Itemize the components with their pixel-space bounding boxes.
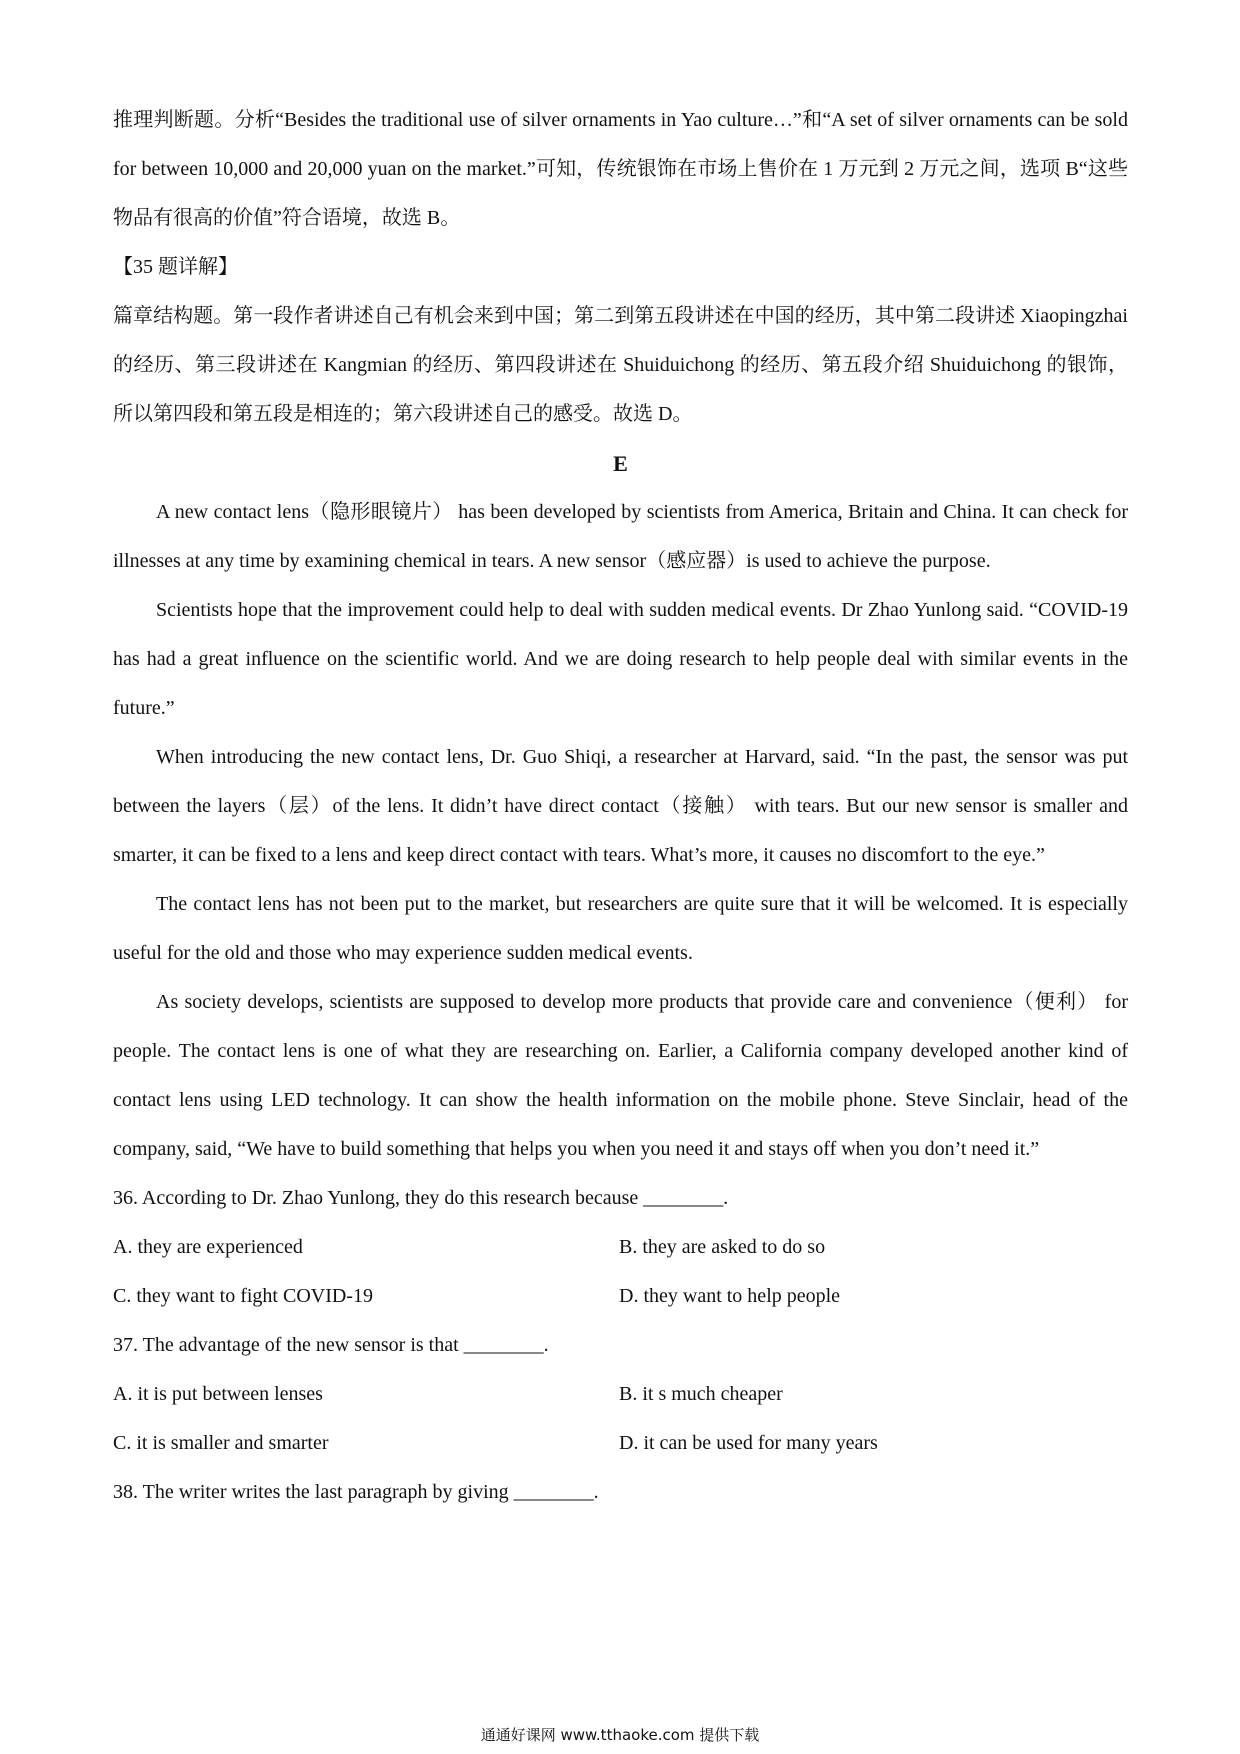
question-37-option-d: D. it can be used for many years bbox=[619, 1432, 878, 1454]
question-37-options-row-2 bbox=[113, 1419, 1128, 1468]
question-36-options-row-2 bbox=[113, 1272, 1128, 1321]
question-36-option-a: A. they are experienced bbox=[113, 1236, 303, 1258]
passage-paragraph-2: Scientists hope that the improvement could help to deal with sudden medical events. Dr Zhao Yunlong said. “COVID-19 has had a great influence on the scientific world. And we are doing research to help people deal with similar events in the future.” bbox=[113, 599, 1128, 719]
question-36-option-c: C. they want to fight COVID-19 bbox=[113, 1285, 373, 1307]
question-36-option-b: B. they are asked to do so bbox=[619, 1236, 826, 1258]
q35-title: 【35 题详解】 bbox=[113, 256, 238, 278]
question-38-stem: 38. The writer writes the last paragraph by giving ________. bbox=[113, 1481, 599, 1503]
question-37-option-c: C. it is smaller and smarter bbox=[113, 1432, 329, 1454]
passage-paragraph-5: As society develops, scientists are supposed to develop more products that provide care and convenience（便利） for people. The contact lens is one of what they are researching on. Earlier, a California company developed another kind of contact lens using LED technology. It can show the health information on the mobile phone. Steve Sinclair, head of the company, said, “We have to build something that helps you when you need it and stays off when you don’t need it.” bbox=[113, 991, 1128, 1160]
document-page bbox=[113, 96, 1128, 1517]
passage-paragraph-3: When introducing the new contact lens, Dr. Guo Shiqi, a researcher at Harvard, said. “In the past, the sensor was put between the layers（层）of the lens. It didn’t have direct contact（接触） with tears. But our new sensor is smaller and smarter, it can be fixed to a lens and keep direct contact with tears. What’s more, it causes no discomfort to the eye.” bbox=[113, 746, 1128, 866]
question-36-option-d: D. they want to help people bbox=[619, 1285, 841, 1307]
question-37-option-a: A. it is put between lenses bbox=[113, 1383, 323, 1405]
question-37-options-row-1 bbox=[113, 1370, 1128, 1419]
passage-paragraph-4: The contact lens has not been put to the market, but researchers are quite sure that it will be welcomed. It is especially useful for the old and those who may experience sudden medical events. bbox=[113, 893, 1128, 964]
q34-analysis: 推理判断题。分析“Besides the traditional use of silver ornaments in Yao culture…”和“A set of silver ornaments can be sold for between 10,000 and 20,000 yuan on the market.”可知，传统银饰在市场上售价在 1 万元到 2 万元之间，选项 B“这些物品有很高的价值”符合语境，故选 B。 bbox=[113, 109, 1128, 229]
question-37-option-b: B. it s much cheaper bbox=[619, 1383, 783, 1405]
q35-analysis: 篇章结构题。第一段作者讲述自己有机会来到中国；第二到第五段讲述在中国的经历，其中第二段讲述 Xiaopingzhai 的经历、第三段讲述在 Kangmian 的经历、第四段讲述在 Shuiduichong 的经历、第五段介绍 Shuiduichong 的银饰，所以第四段和第五段是相连的；第六段讲述自己的感受。故选 D。 bbox=[113, 305, 1128, 425]
question-36-options-row-1 bbox=[113, 1223, 1128, 1272]
question-37-stem: 37. The advantage of the new sensor is that ________. bbox=[113, 1334, 549, 1356]
passage-paragraph-1: A new contact lens（隐形眼镜片） has been developed by scientists from America, Britain and China. It can check for illnesses at any time by examining chemical in tears. A new sensor（感应器）is used to achieve the purpose. bbox=[113, 501, 1128, 572]
page-footer: 通通好课网 www.tthaoke.com 提供下载 bbox=[480, 1726, 760, 1744]
passage-heading: E bbox=[613, 451, 628, 476]
question-36-stem: 36. According to Dr. Zhao Yunlong, they do this research because ________. bbox=[113, 1187, 729, 1209]
